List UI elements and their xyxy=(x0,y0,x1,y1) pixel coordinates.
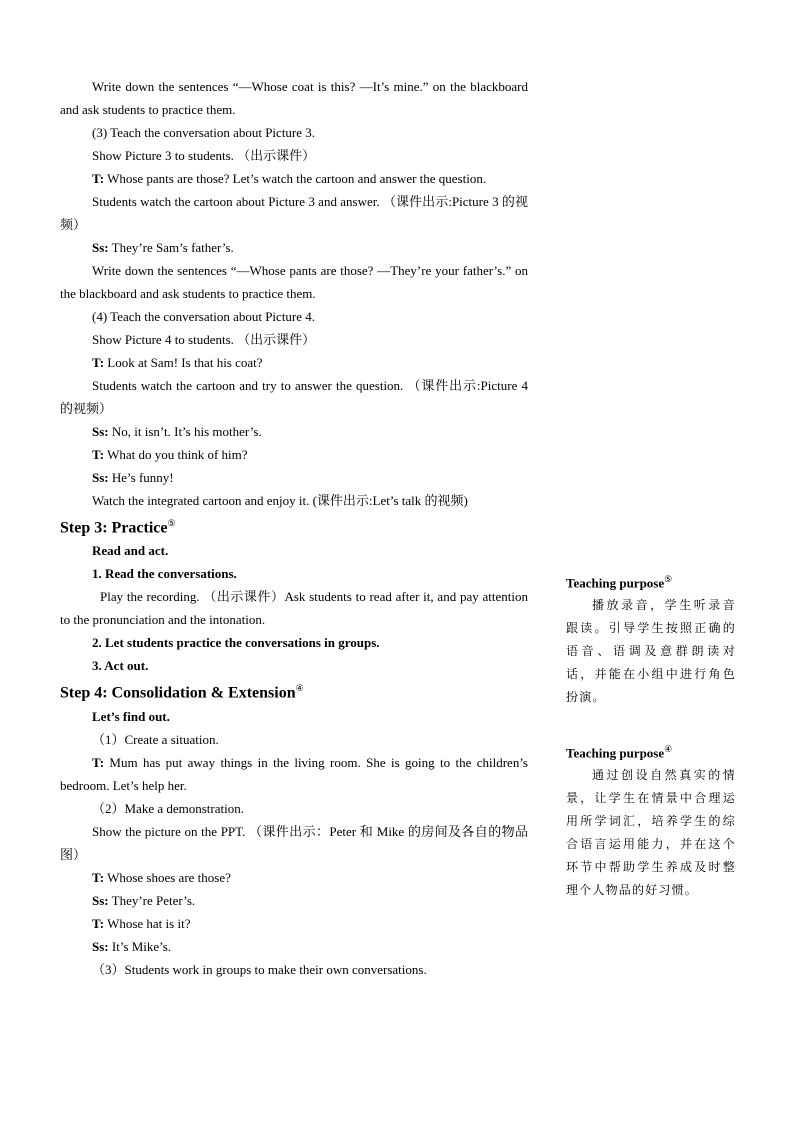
speaker-label: T: xyxy=(92,915,105,931)
paragraph: Watch the integrated cartoon and enjoy it. (课件出示:Let’s talk 的视频) xyxy=(92,493,468,508)
footnote-mark: ④ xyxy=(664,744,673,754)
step-heading: Step 4: Consolidation & Extension④ xyxy=(60,683,304,702)
side-note-title: Teaching purpose④ xyxy=(566,744,673,761)
dialogue-line: T: Whose shoes are those? xyxy=(92,869,231,885)
footnote-mark: ⑤ xyxy=(167,518,176,528)
subheading: 3. Act out. xyxy=(92,658,149,674)
paragraph: (3) Teach the conversation about Picture 3. xyxy=(92,125,316,140)
paragraph: Play the recording. （出示课件）Ask students to read after it, and pay attention to the pronunciation and the intonation. xyxy=(60,589,528,628)
dialogue-line: T: Mum has put away things in the living room. She is going to the children’s bedroom. Let’s help her. xyxy=(60,754,528,793)
dialogue-line: T: Whose pants are those? Let’s watch the cartoon and answer the question. xyxy=(92,171,487,186)
paragraph: Show Picture 3 to students. （出示课件） xyxy=(92,148,316,163)
subheading: 1. Read the conversations. xyxy=(92,566,237,582)
step-heading: Step 3: Practice⑤ xyxy=(60,518,176,537)
paragraph: Students watch the cartoon and try to answer the question. （课件出示:Picture 4 的视频） xyxy=(60,378,528,416)
dialogue-line: Ss: No, it isn’t. It’s his mother’s. xyxy=(92,424,262,439)
dialogue-line: Ss: He’s funny! xyxy=(92,470,174,485)
subheading: 2. Let students practice the conversations in groups. xyxy=(92,635,380,651)
paragraph: Students watch the cartoon about Picture 3 and answer. （课件出示:Picture 3 的视频） xyxy=(60,194,528,232)
paragraph: (4) Teach the conversation about Picture 4. xyxy=(92,309,316,324)
paragraph: Write down the sentences “—Whose coat is this? —It’s mine.” on the blackboard and ask students to practice them. xyxy=(60,79,528,117)
subheading: Let’s find out. xyxy=(92,708,170,724)
lesson-body xyxy=(60,75,528,981)
side-note-title: Teaching purpose⑤ xyxy=(566,574,673,591)
dialogue-line: T: Whose hat is it? xyxy=(92,915,191,931)
side-note-2 xyxy=(566,738,736,902)
footnote-mark: ⑤ xyxy=(664,574,673,584)
paragraph: （3）Students work in groups to make their own conversations. xyxy=(92,961,427,977)
speaker-label: Ss: xyxy=(92,938,109,954)
side-note-text: 播放录音，学生听录音跟读。引导学生按照正确的语音、语调及意群朗读对话，并能在小组中进行角色扮演。 xyxy=(566,598,736,705)
speaker-label: T: xyxy=(92,171,105,186)
dialogue-line: Ss: They’re Peter’s. xyxy=(92,892,196,908)
subheading: Read and act. xyxy=(92,543,169,559)
speaker-label: T: xyxy=(92,447,105,462)
paragraph: Write down the sentences “—Whose pants are those? —They’re your father’s.” on the blackboard and ask students to practice them. xyxy=(60,263,528,301)
paragraph: （1）Create a situation. xyxy=(92,731,219,747)
dialogue-line: T: What do you think of him? xyxy=(92,447,248,462)
paragraph: Show Picture 4 to students. （出示课件） xyxy=(92,332,316,347)
footnote-mark: ④ xyxy=(295,683,304,694)
dialogue-line: Ss: They’re Sam’s father’s. xyxy=(92,240,234,255)
dialogue-line: Ss: It’s Mike’s. xyxy=(92,938,172,954)
speaker-label: T: xyxy=(92,869,105,885)
paragraph: Show the picture on the PPT. （课件出示：Peter 和 Mike 的房间及各自的物品图） xyxy=(60,823,528,862)
side-note-1 xyxy=(566,568,736,709)
speaker-label: Ss: xyxy=(92,424,109,439)
paragraph: （2）Make a demonstration. xyxy=(92,800,244,816)
dialogue-line: T: Look at Sam! Is that his coat? xyxy=(92,355,263,370)
speaker-label: T: xyxy=(92,355,105,370)
speaker-label: T: xyxy=(92,754,105,770)
speaker-label: Ss: xyxy=(92,892,109,908)
speaker-label: Ss: xyxy=(92,470,109,485)
speaker-label: Ss: xyxy=(92,240,109,255)
side-note-text: 通过创设自然真实的情景，让学生在情景中合理运用所学词汇，培养学生的综合语言运用能力，并在这个环节中帮助学生养成及时整理个人物品的好习惯。 xyxy=(566,768,736,898)
